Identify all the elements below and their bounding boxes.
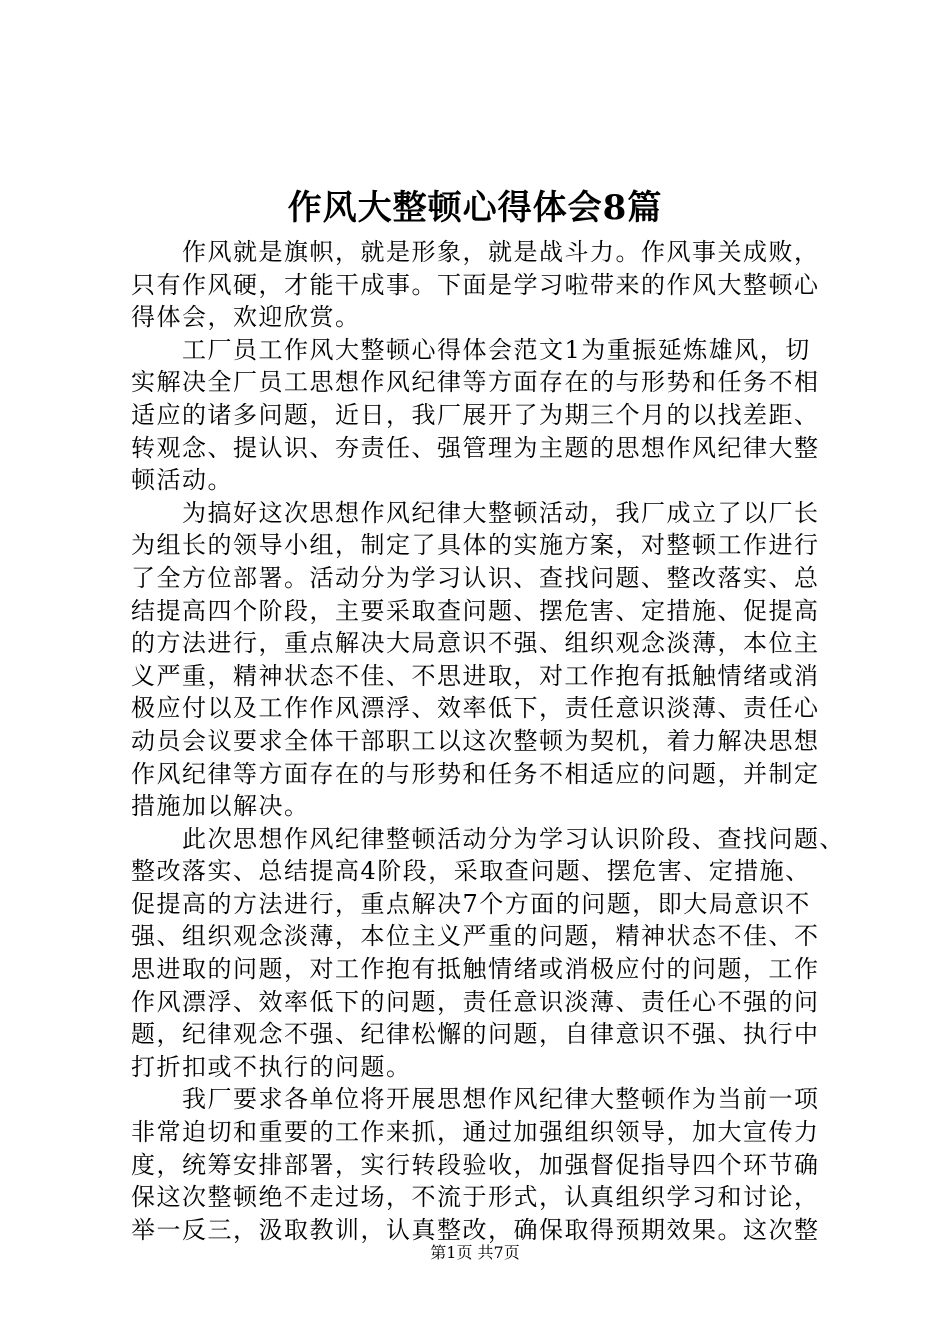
text-line: 实解决全厂员工思想作风纪律等方面存在的与形势和任务不相 xyxy=(131,368,820,397)
text-line: 适应的诸多问题，近日，我厂展开了为期三个月的以找差距、 xyxy=(131,400,820,429)
text-line: 措施加以解决。 xyxy=(131,792,310,821)
text-line: 思进取的问题，对工作抱有抵触情绪或消极应付的问题，工作 xyxy=(131,955,820,984)
text-line: 得体会，欢迎欣赏。 xyxy=(131,303,361,332)
paragraph-4 xyxy=(131,823,845,1084)
text-line: 义严重，精神状态不佳、不思进取，对工作抱有抵触情绪或消 xyxy=(131,661,820,690)
paragraph-3 xyxy=(131,497,831,823)
text-line: 工厂员工作风大整顿心得体会范文1为重振延炼雄风，切 xyxy=(131,335,811,364)
text-line: 作风漂浮、效率低下的问题，责任意识淡薄、责任心不强的问 xyxy=(131,987,820,1016)
text-line: 顿活动。 xyxy=(131,466,233,495)
document-title: 作风大整顿心得体会8篇 xyxy=(287,188,663,228)
text-line: 结提高四个阶段，主要采取查问题、摆危害、定措施、促提高 xyxy=(131,596,820,625)
text-line: 为搞好这次思想作风纪律大整顿活动，我厂成立了以厂长 xyxy=(131,498,820,527)
text-line: 我厂要求各单位将开展思想作风纪律大整顿作为当前一项 xyxy=(131,1085,820,1114)
text-line: 举一反三，汲取教训，认真整改，确保取得预期效果。这次整 xyxy=(131,1215,820,1244)
text-line: 促提高的方法进行，重点解决7个方面的问题，即大局意识不 xyxy=(131,889,811,918)
text-line: 此次思想作风纪律整顿活动分为学习认识阶段、查找问题、 xyxy=(131,824,845,853)
paragraph-1 xyxy=(131,236,831,334)
text-line: 强、组织观念淡薄，本位主义严重的问题，精神状态不佳、不 xyxy=(131,922,820,951)
text-line: 打折扣或不执行的问题。 xyxy=(131,1052,412,1081)
text-line: 只有作风硬，才能干成事。下面是学习啦带来的作风大整顿心 xyxy=(131,270,820,299)
text-line: 整改落实、总结提高4阶段，采取查问题、摆危害、定措施、 xyxy=(131,857,811,886)
text-line: 动员会议要求全体干部职工以这次整顿为契机，着力解决思想 xyxy=(131,726,820,755)
text-line: 作风纪律等方面存在的与形势和任务不相适应的问题，并制定 xyxy=(131,759,820,788)
text-line: 保这次整顿绝不走过场，不流于形式，认真组织学习和讨论， xyxy=(131,1183,820,1212)
text-line: 作风就是旗帜，就是形象，就是战斗力。作风事关成败， xyxy=(131,238,820,266)
text-line: 的方法进行，重点解决大局意识不强、组织观念淡薄，本位主 xyxy=(131,629,820,658)
text-line: 度，统筹安排部署，实行转段验收，加强督促指导四个环节确 xyxy=(131,1150,820,1179)
text-line: 了全方位部署。活动分为学习认识、查找问题、整改落实、总 xyxy=(131,563,820,592)
text-line: 极应付以及工作作风漂浮、效率低下，责任意识淡薄、责任心 xyxy=(131,694,820,723)
document-body xyxy=(131,236,845,1246)
page-number-footer: 第1页 共7页 xyxy=(430,1243,520,1262)
text-line: 题，纪律观念不强、纪律松懈的问题，自律意识不强、执行中 xyxy=(131,1020,820,1049)
text-line: 为组长的领导小组，制定了具体的实施方案，对整顿工作进行 xyxy=(131,531,820,560)
paragraph-5 xyxy=(131,1083,831,1246)
text-line: 转观念、提认识、夯责任、强管理为主题的思想作风纪律大整 xyxy=(131,433,820,462)
paragraph-2 xyxy=(131,334,831,497)
text-line: 非常迫切和重要的工作来抓，通过加强组织领导，加大宣传力 xyxy=(131,1118,820,1147)
